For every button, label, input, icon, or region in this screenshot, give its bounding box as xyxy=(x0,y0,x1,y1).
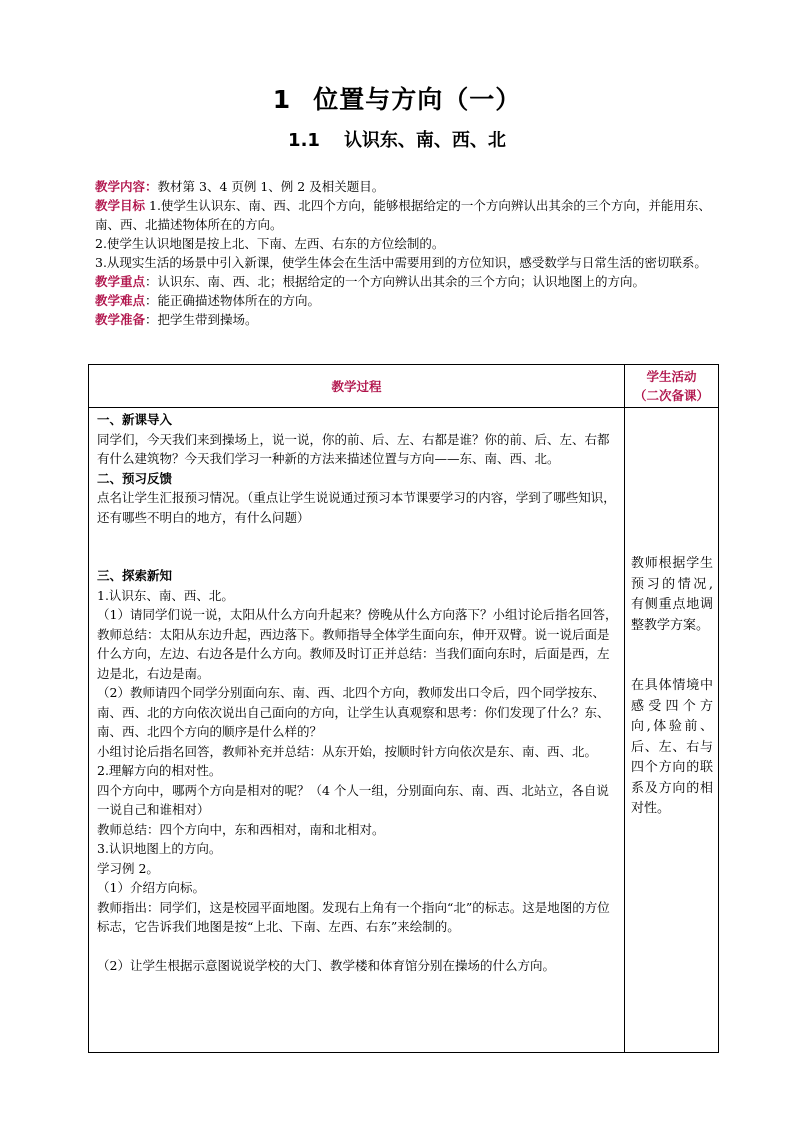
activity-note-explore: 在具体情境中感受四个方向,体验前、后、左、右与四个方向的联系及方向的相对性。 xyxy=(631,678,713,816)
teaching-content xyxy=(95,177,725,196)
explore-p4: 小组讨论后指名回答，教师补充并总结：从东开始，按顺时针方向依次是东、南、西、北。 xyxy=(97,743,598,759)
section-intro-title: 一、新课导入 xyxy=(97,412,173,427)
teaching-difficulty-label: 教学难点 xyxy=(95,293,146,308)
table-header-row xyxy=(89,365,719,408)
chapter-number: 1 xyxy=(272,85,292,114)
header-student-activity-line1: 学生活动 xyxy=(646,369,697,384)
teaching-goal-2: 2.使学生认识地图是按上北、下南、左西、右东的方位绘制的。 xyxy=(95,236,445,251)
header-teaching-process: 教学过程 xyxy=(89,365,625,408)
explore-p7: 教师总结：四个方向中，东和西相对，南和北相对。 xyxy=(97,821,385,837)
teaching-key-points xyxy=(95,272,725,291)
section-preview-text: 点名让学生汇报预习情况。（重点让学生说说通过预习本节课要学习的内容，学到了哪些知识，还有哪些不明白的地方，有什么问题） xyxy=(97,490,616,525)
teaching-prep-label: 教学准备 xyxy=(95,312,146,327)
header-student-activity-line2: （二次备课） xyxy=(633,388,709,403)
section-explore-title: 三、探索新知 xyxy=(97,568,173,583)
spacer xyxy=(97,937,618,956)
lesson-meta xyxy=(95,177,725,329)
teaching-content-text: 教材第 3、4 页例 1、例 2 及相关题目。 xyxy=(157,179,385,194)
teaching-goal-label: 教学目标 xyxy=(95,198,146,213)
explore-p11: 教师指出：同学们，这是校园平面地图。发现右上角有一个指向“北”的标志。这是地图的方位标志，它告诉我们地图是按“上北、下南、左西、右东”来绘制的。 xyxy=(97,899,610,934)
lesson-table xyxy=(88,364,719,1053)
teaching-difficulty xyxy=(95,291,725,310)
teaching-key-label: 教学重点 xyxy=(95,274,146,289)
student-activity-cell xyxy=(625,408,719,1053)
spacer xyxy=(97,527,618,566)
activity-note-preview: 教师根据学生预习的情况,有侧重点地调整教学方案。 xyxy=(631,556,713,633)
section-intro-text: 同学们，今天我们来到操场上，说一说，你的前、后、左、右都是谁？你的前、后、左、右都有什么建筑物？今天我们学习一种新的方法来描述位置与方向——东、南、西、北。 xyxy=(97,431,610,466)
explore-p5: 2.理解方向的相对性。 xyxy=(97,763,222,778)
section-title xyxy=(0,126,794,152)
teaching-prep-text: ：把学生带到操场。 xyxy=(145,312,258,327)
explore-p10: （1）介绍方向标。 xyxy=(97,880,205,895)
teaching-content-label: 教学内容： xyxy=(95,179,158,194)
section-title-text: 认识东、南、西、北 xyxy=(343,130,506,151)
teaching-goal-1 xyxy=(95,196,725,234)
chapter-title: 位置与方向（一） xyxy=(313,85,522,114)
page-title xyxy=(0,80,794,116)
section-preview-title: 二、预习反馈 xyxy=(97,470,173,486)
teaching-goal-3: 3.从现实生活的场景中引入新课，使学生体会在生活中需要用到的方位知识，感受数学与日常生活的密切联系。 xyxy=(95,255,707,270)
section-number: 1.1 xyxy=(288,130,320,151)
explore-p9: 学习例 2。 xyxy=(97,860,159,876)
teaching-preparation xyxy=(95,310,725,329)
teaching-goal-1-text: 1.使学生认识东、南、西、北四个方向，能够根据给定的一个方向辨认出其余的三个方向，并能用东、南、西、北描述物体所在的方向。 xyxy=(95,198,711,232)
teaching-difficulty-text: ：能正确描述物体所在的方向。 xyxy=(145,293,321,308)
explore-p12: （2）让学生根据示意图说说学校的大门、教学楼和体育馆分别在操场的什么方向。 xyxy=(97,957,555,973)
table-body-row xyxy=(89,408,719,1053)
teaching-process-cell xyxy=(89,408,625,1053)
explore-p3: （2）教师请四个同学分别面向东、南、西、北四个方向，教师发出口令后，四个同学按东、南、西、北的方向依次说出自己面向的方向，让学生认真观察和思考：你们发现了什么？东、南、西、北四个方向的顺序是什么样的？ xyxy=(97,685,610,739)
explore-p6: 四个方向中，哪两个方向是相对的呢？（4 个人一组，分别面向东、南、西、北站立，各自说一说自己和谁相对） xyxy=(97,782,609,817)
teaching-key-text: ：认识东、南、西、北；根据给定的一个方向辨认出其余的三个方向；认识地图上的方向。 xyxy=(145,274,646,289)
header-student-activity xyxy=(625,365,719,408)
explore-p2: （1）请同学们说一说，太阳从什么方向升起来？傍晚从什么方向落下？小组讨论后指名回答，教师总结：太阳从东边升起，西边落下。教师指导全体学生面向东，伸开双臂。说一说后面是什么方向，左边、右边各是什么方向。教师及时订正并总结：当我们面向东时，后面是西，左边是北，右边是南。 xyxy=(97,607,618,681)
explore-p1: 1.认识东、南、西、北。 xyxy=(97,587,234,603)
explore-p8: 3.认识地图上的方向。 xyxy=(97,841,222,856)
